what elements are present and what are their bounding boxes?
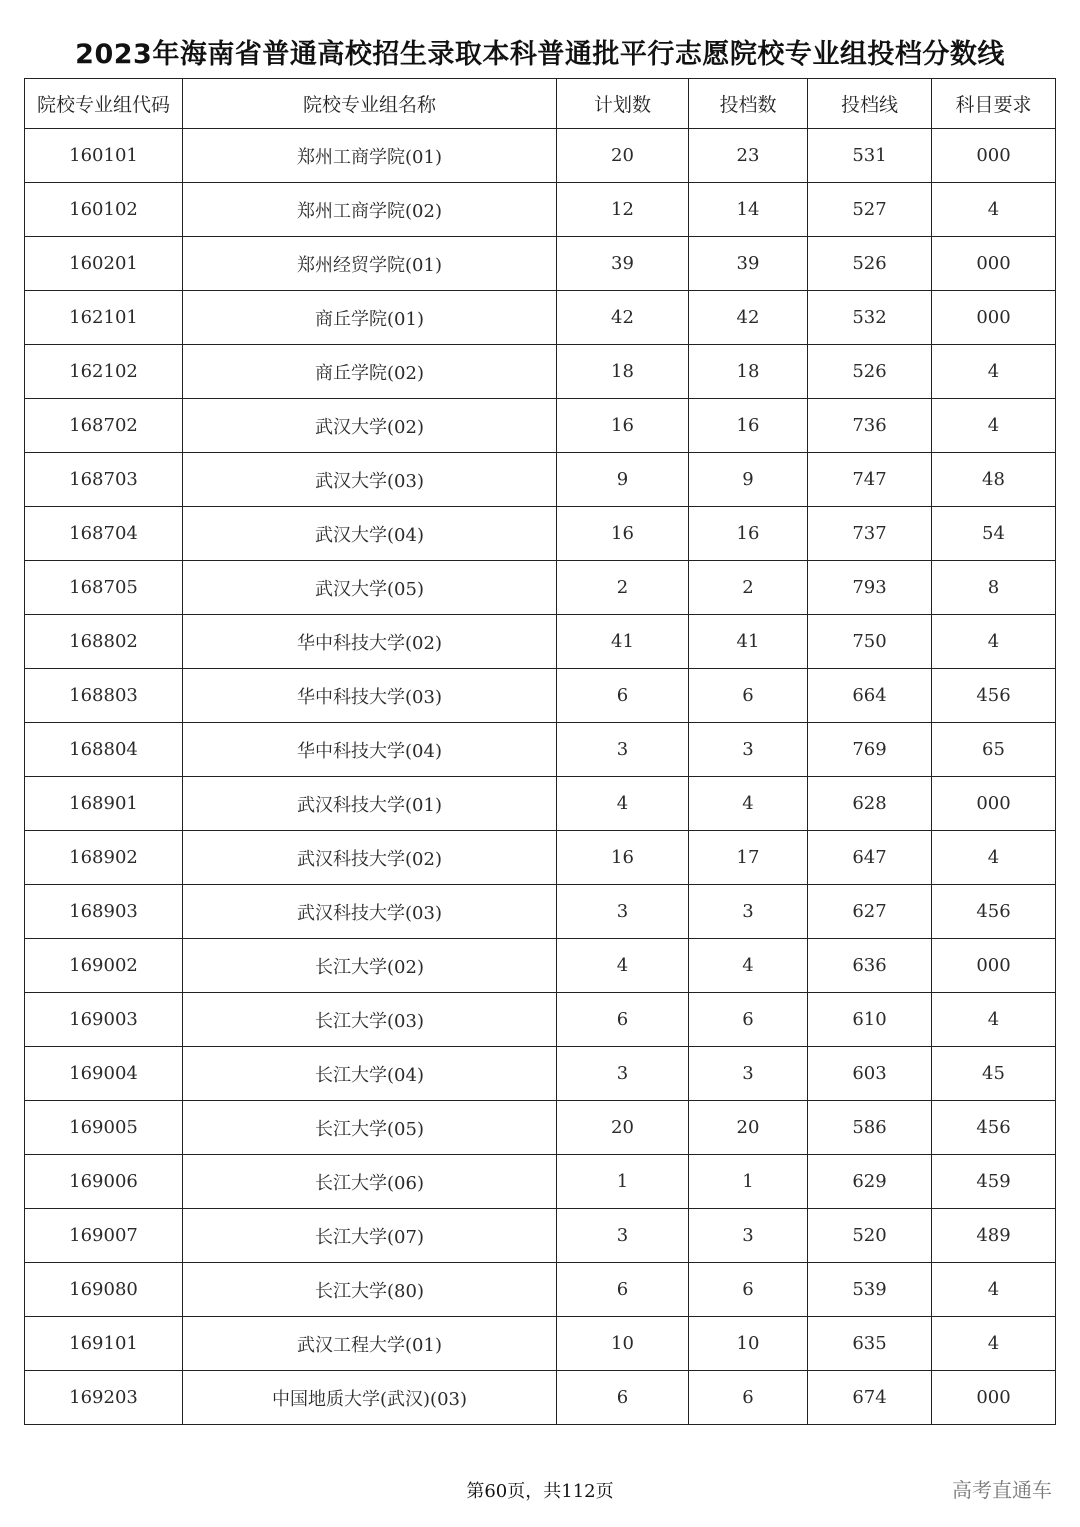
- cell-name: 商丘学院(01): [183, 291, 557, 345]
- cell-cutoff-score: 635: [808, 1317, 932, 1371]
- cell-code: 168703: [25, 453, 183, 507]
- cell-filed-count: 4: [689, 777, 808, 831]
- table-row: [25, 345, 1056, 399]
- cell-cutoff-score: 526: [808, 237, 932, 291]
- cell-subject-requirement: 456: [932, 885, 1056, 939]
- table-row: [25, 1155, 1056, 1209]
- cell-filed-count: 3: [689, 723, 808, 777]
- table-row: [25, 1047, 1056, 1101]
- watermark: 高考直通车: [952, 1478, 1052, 1502]
- cell-cutoff-score: 531: [808, 129, 932, 183]
- cell-plan-count: 16: [557, 831, 689, 885]
- header-name: 院校专业组名称: [183, 79, 557, 129]
- cell-plan-count: 6: [557, 669, 689, 723]
- cell-code: 168702: [25, 399, 183, 453]
- cell-code: 168901: [25, 777, 183, 831]
- cell-subject-requirement: 4: [932, 399, 1056, 453]
- cell-filed-count: 2: [689, 561, 808, 615]
- cell-subject-requirement: 4: [932, 183, 1056, 237]
- cell-plan-count: 16: [557, 507, 689, 561]
- cell-cutoff-score: 527: [808, 183, 932, 237]
- page-number: 第60页，共112页: [466, 1481, 614, 1502]
- cell-code: 168705: [25, 561, 183, 615]
- table-row: [25, 1209, 1056, 1263]
- cell-plan-count: 1: [557, 1155, 689, 1209]
- table-row: [25, 615, 1056, 669]
- cell-subject-requirement: 000: [932, 129, 1056, 183]
- cell-code: 168902: [25, 831, 183, 885]
- cell-plan-count: 6: [557, 1263, 689, 1317]
- cell-subject-requirement: 4: [932, 831, 1056, 885]
- table-row: [25, 399, 1056, 453]
- cell-filed-count: 16: [689, 399, 808, 453]
- table-row: [25, 183, 1056, 237]
- table-row: [25, 1263, 1056, 1317]
- cell-name: 武汉科技大学(02): [183, 831, 557, 885]
- cell-plan-count: 20: [557, 1101, 689, 1155]
- cell-filed-count: 9: [689, 453, 808, 507]
- table-row: [25, 1317, 1056, 1371]
- cell-filed-count: 6: [689, 1263, 808, 1317]
- cell-cutoff-score: 586: [808, 1101, 932, 1155]
- cell-name: 长江大学(06): [183, 1155, 557, 1209]
- cell-filed-count: 6: [689, 1371, 808, 1425]
- table-row: [25, 291, 1056, 345]
- cell-subject-requirement: 000: [932, 1371, 1056, 1425]
- header-filed-count: 投档数: [689, 79, 808, 129]
- cell-name: 华中科技大学(03): [183, 669, 557, 723]
- cell-filed-count: 1: [689, 1155, 808, 1209]
- cell-name: 郑州工商学院(02): [183, 183, 557, 237]
- cell-code: 168704: [25, 507, 183, 561]
- cell-code: 169006: [25, 1155, 183, 1209]
- cell-name: 商丘学院(02): [183, 345, 557, 399]
- cell-code: 169007: [25, 1209, 183, 1263]
- cell-name: 武汉科技大学(03): [183, 885, 557, 939]
- cell-plan-count: 41: [557, 615, 689, 669]
- cell-filed-count: 4: [689, 939, 808, 993]
- cell-cutoff-score: 664: [808, 669, 932, 723]
- table-row: [25, 885, 1056, 939]
- cell-cutoff-score: 747: [808, 453, 932, 507]
- cell-code: 169080: [25, 1263, 183, 1317]
- cell-name: 长江大学(02): [183, 939, 557, 993]
- cell-code: 168802: [25, 615, 183, 669]
- cell-cutoff-score: 628: [808, 777, 932, 831]
- cell-plan-count: 6: [557, 993, 689, 1047]
- cell-cutoff-score: 750: [808, 615, 932, 669]
- cell-subject-requirement: 4: [932, 993, 1056, 1047]
- table-row: [25, 669, 1056, 723]
- cell-subject-requirement: 8: [932, 561, 1056, 615]
- cell-plan-count: 3: [557, 885, 689, 939]
- cell-plan-count: 42: [557, 291, 689, 345]
- cell-filed-count: 18: [689, 345, 808, 399]
- cell-subject-requirement: 000: [932, 237, 1056, 291]
- cell-name: 武汉大学(05): [183, 561, 557, 615]
- cell-name: 长江大学(04): [183, 1047, 557, 1101]
- cell-plan-count: 39: [557, 237, 689, 291]
- cell-plan-count: 4: [557, 777, 689, 831]
- cell-code: 168903: [25, 885, 183, 939]
- table-row: [25, 237, 1056, 291]
- cell-plan-count: 20: [557, 129, 689, 183]
- cell-cutoff-score: 629: [808, 1155, 932, 1209]
- table-row: [25, 129, 1056, 183]
- cell-filed-count: 16: [689, 507, 808, 561]
- table-body: [25, 129, 1056, 1425]
- cell-subject-requirement: 4: [932, 345, 1056, 399]
- cell-plan-count: 3: [557, 1047, 689, 1101]
- cell-name: 郑州工商学院(01): [183, 129, 557, 183]
- cell-cutoff-score: 603: [808, 1047, 932, 1101]
- page-title: 2023年海南省普通高校招生录取本科普通批平行志愿院校专业组投档分数线: [75, 39, 1005, 70]
- cell-name: 郑州经贸学院(01): [183, 237, 557, 291]
- cell-name: 武汉工程大学(01): [183, 1317, 557, 1371]
- cell-code: 169003: [25, 993, 183, 1047]
- table-row: [25, 993, 1056, 1047]
- cell-filed-count: 3: [689, 1209, 808, 1263]
- cell-plan-count: 10: [557, 1317, 689, 1371]
- cell-name: 长江大学(07): [183, 1209, 557, 1263]
- table-row: [25, 831, 1056, 885]
- cell-cutoff-score: 647: [808, 831, 932, 885]
- cell-filed-count: 39: [689, 237, 808, 291]
- table-row: [25, 453, 1056, 507]
- cell-filed-count: 42: [689, 291, 808, 345]
- cell-filed-count: 14: [689, 183, 808, 237]
- cell-name: 武汉大学(04): [183, 507, 557, 561]
- cell-subject-requirement: 54: [932, 507, 1056, 561]
- cell-name: 华中科技大学(04): [183, 723, 557, 777]
- cell-plan-count: 2: [557, 561, 689, 615]
- cell-subject-requirement: 65: [932, 723, 1056, 777]
- cell-code: 160101: [25, 129, 183, 183]
- header-cutoff-score: 投档线: [808, 79, 932, 129]
- cell-code: 169203: [25, 1371, 183, 1425]
- cell-name: 武汉大学(02): [183, 399, 557, 453]
- header-subject-requirement: 科目要求: [932, 79, 1056, 129]
- cell-filed-count: 3: [689, 885, 808, 939]
- table-row: [25, 1101, 1056, 1155]
- cell-cutoff-score: 736: [808, 399, 932, 453]
- cell-code: 162102: [25, 345, 183, 399]
- table-header-row: [25, 79, 1056, 129]
- cell-name: 长江大学(03): [183, 993, 557, 1047]
- cell-filed-count: 17: [689, 831, 808, 885]
- header-plan-count: 计划数: [557, 79, 689, 129]
- cell-cutoff-score: 610: [808, 993, 932, 1047]
- cell-subject-requirement: 459: [932, 1155, 1056, 1209]
- table-row: [25, 507, 1056, 561]
- cell-code: 160201: [25, 237, 183, 291]
- cell-code: 168803: [25, 669, 183, 723]
- cell-name: 华中科技大学(02): [183, 615, 557, 669]
- cell-cutoff-score: 793: [808, 561, 932, 615]
- cell-cutoff-score: 636: [808, 939, 932, 993]
- cell-plan-count: 4: [557, 939, 689, 993]
- cell-plan-count: 6: [557, 1371, 689, 1425]
- cell-subject-requirement: 000: [932, 939, 1056, 993]
- cell-filed-count: 6: [689, 669, 808, 723]
- cell-name: 武汉大学(03): [183, 453, 557, 507]
- cell-name: 长江大学(80): [183, 1263, 557, 1317]
- cell-code: 169101: [25, 1317, 183, 1371]
- table-row: [25, 561, 1056, 615]
- cell-name: 长江大学(05): [183, 1101, 557, 1155]
- table-row: [25, 1371, 1056, 1425]
- cell-subject-requirement: 000: [932, 777, 1056, 831]
- cell-name: 中国地质大学(武汉)(03): [183, 1371, 557, 1425]
- cell-cutoff-score: 526: [808, 345, 932, 399]
- cell-subject-requirement: 000: [932, 291, 1056, 345]
- cell-subject-requirement: 456: [932, 1101, 1056, 1155]
- cell-filed-count: 41: [689, 615, 808, 669]
- cell-subject-requirement: 489: [932, 1209, 1056, 1263]
- cell-filed-count: 6: [689, 993, 808, 1047]
- cell-name: 武汉科技大学(01): [183, 777, 557, 831]
- cell-cutoff-score: 674: [808, 1371, 932, 1425]
- cell-cutoff-score: 627: [808, 885, 932, 939]
- header-code: 院校专业组代码: [25, 79, 183, 129]
- admission-score-table: [24, 78, 1056, 1425]
- cell-cutoff-score: 532: [808, 291, 932, 345]
- cell-filed-count: 23: [689, 129, 808, 183]
- cell-plan-count: 9: [557, 453, 689, 507]
- cell-cutoff-score: 769: [808, 723, 932, 777]
- table-row: [25, 723, 1056, 777]
- cell-code: 162101: [25, 291, 183, 345]
- cell-subject-requirement: 48: [932, 453, 1056, 507]
- table-row: [25, 777, 1056, 831]
- cell-code: 169005: [25, 1101, 183, 1155]
- cell-filed-count: 3: [689, 1047, 808, 1101]
- cell-filed-count: 10: [689, 1317, 808, 1371]
- cell-code: 169004: [25, 1047, 183, 1101]
- cell-subject-requirement: 4: [932, 1263, 1056, 1317]
- cell-subject-requirement: 4: [932, 1317, 1056, 1371]
- cell-cutoff-score: 539: [808, 1263, 932, 1317]
- cell-plan-count: 16: [557, 399, 689, 453]
- cell-plan-count: 18: [557, 345, 689, 399]
- cell-cutoff-score: 737: [808, 507, 932, 561]
- cell-subject-requirement: 456: [932, 669, 1056, 723]
- cell-plan-count: 3: [557, 1209, 689, 1263]
- cell-plan-count: 3: [557, 723, 689, 777]
- table-row: [25, 939, 1056, 993]
- cell-code: 169002: [25, 939, 183, 993]
- cell-subject-requirement: 4: [932, 615, 1056, 669]
- cell-code: 160102: [25, 183, 183, 237]
- cell-filed-count: 20: [689, 1101, 808, 1155]
- cell-code: 168804: [25, 723, 183, 777]
- cell-subject-requirement: 45: [932, 1047, 1056, 1101]
- cell-plan-count: 12: [557, 183, 689, 237]
- cell-cutoff-score: 520: [808, 1209, 932, 1263]
